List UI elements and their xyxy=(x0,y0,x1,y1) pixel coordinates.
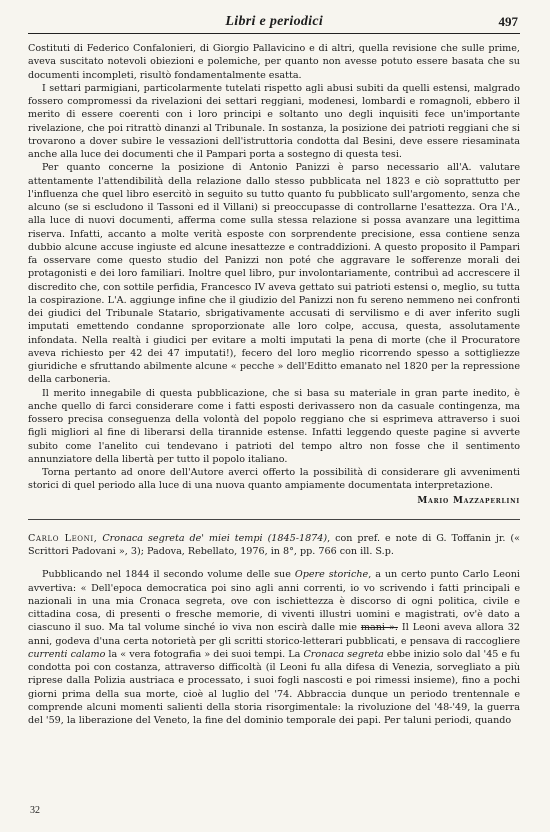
review-paragraph: Torna pertanto ad onore dell'Autore averci offerto la possibilità di considerare gli avvenimenti storici di quel periodo alla luce di una nuova quanto ampiamente documentata interpretazione. xyxy=(28,467,520,492)
text-run: la « vera fotografia » dei suoi tempi. La xyxy=(105,648,304,660)
text-italic: currenti calamo xyxy=(28,648,106,660)
section-divider xyxy=(28,519,520,520)
review-body-2 xyxy=(28,568,520,727)
page-number: 497 xyxy=(498,14,518,29)
review-body xyxy=(28,42,520,508)
entry-details: , con pref. e note di G. Toffanin jr. (« Scrittori Padovani », 3); Padova, Rebellato, 1976, in 8°, pp. 766 con ill. S.p. xyxy=(28,532,520,557)
bibliographic-entry xyxy=(28,532,520,559)
running-title: Libri e periodici xyxy=(225,14,324,29)
review-paragraph: Costituti di Federico Confalonieri, di Giorgio Pallavicino e di altri, quella revisione che sulle prime, aveva suscitato notevoli obiezioni e polemiche, per quanto non avesse potuto essere basata che su documenti incompleti, risultò fondamentalmente esatta. xyxy=(28,43,520,81)
review-paragraph: Il merito innegabile di questa pubblicazione, che si basa su materiale in gran parte inedito, è anche quello di farci considerare come i fatti esposti derivassero non da casuale contingenza, ma fossero precisa conseguenza della volontà del popolo reggiano che si esprimeva attraverso i suoi figli migliori al fine di liberarsi della tirannide estense. Infatti leggendo queste pagine si avverte subito come l'anelito cui tendevano i patrioti del tempo altro non fosse che il sentimento annunziatore della libertà per tutto il popolo italiano. xyxy=(28,387,520,465)
review-paragraph: Per quanto concerne la posizione di Antonio Panizzi è parso necessario all'A. valutare attentamente l'attendibilità della relazione dallo stesso pubblicata nel 1823 e ciò soprattutto per l'influenza che quel libro esercitò in seguito su tutto quanto fu pubblicato sull'argomento, senza che alcuno (se si escludono il Tassoni ed il Villani) si preoccupasse di controllarne l'esattezza. Ora l'A., alla luce di nuovi documenti, afferma come sulla stessa relazione si possa avanzare una legittima riserva. Infatti, accanto a molte verità esposte con sorprendente precisione, essa contiene senza dubbio alcune accuse ingiuste ed alcune inesattezze e contraddizioni. A questo proposito il Pampari fa osservare come questo studio del Panizzi non poté che aggravare le sofferenze morali dei protagonisti e dei loro familiari. Inoltre quel libro, pur involontariamente, contribuì ad accrescere il discredito che, con sottile perfidia, Francesco IV aveva gettato sui patrioti estensi o, meglio, su tutta la cospirazione. L'A. aggiunge infine che il giudizio del Panizzi non fu sereno nemmeno nei confronti dei giudici del Tribunale Statario, sbrigativamente accusati di servilismo e di aver inferito sugli imputati emettendo condanne sproporzionate alle loro colpe, accusa, questa, assolutamente infondata. Nella realtà i giudici per evitare a molti imputati la pena di morte (che il Procuratore aveva richiesto per 42 dei 47 imputati!), fecero del loro meglio ricorrendo spesso a sottigliezze giuridiche e sfruttando abilmente alcune « pecche » dell'Editto emanato nel 1820 per la repressione della carboneria. xyxy=(28,162,520,386)
text-run: Pubblicando nel 1844 il secondo volume delle sue xyxy=(42,569,295,581)
text-struck: mani ». xyxy=(360,622,398,634)
entry-dates: (1845-1874) xyxy=(267,532,328,544)
reviewer-signature: Mario Mazzaperlini xyxy=(417,495,520,506)
text-run: Il Leoni aveva allora 32 anni, godeva d'una certa notorietà per gli scritti storico-letterari pubblicati, e pensava di raccogliere xyxy=(28,622,520,647)
entry-title: Cronaca segreta de' miei tempi xyxy=(102,532,263,544)
review-paragraph: I settari parmigiani, particolarmente tutelati rispetto agli abusi subiti da quelli estensi, malgrado fossero compromessi da rivelazioni dei settari reggiani, modenesi, lombardi e romagnoli, ebbero il merito di essere coerenti con i loro principi e soltanto uno degli inquisiti fece un'importante rivelazione, che poi ritrattò dinanzi al Tribunale. In sostanza, la posizione dei patrioti reggiani che si trovarono a dover subire le vessazioni dell'istruttoria condotta dal Besini, deve essere riesaminata anche alla luce dei documenti che il Pampari porta a sostegno di questa tesi. xyxy=(28,82,520,160)
text-run: ebbe inizio solo dal '45 e fu condotta poi con costanza, attraverso difficoltà (il Leoni fu alla difesa di Venezia, sorvegliato a più riprese dalla Polizia austriaca e processato, i suoi fogli nascosti e poi rimessi insieme), fino a pochi giorni prima della sua morte, cioè al luglio del '74. Abbraccia dunque un periodo trentennale e comprende alcuni momenti salienti della storia risorgimentale: la rivoluzione del '48-'49, la guerra del '59, la liberazione del Veneto, la fine del dominio temporale dei papi. Per taluni periodi, quando xyxy=(28,648,520,726)
review-paragraph xyxy=(28,568,520,727)
folio-number: 32 xyxy=(30,805,40,816)
text-italic: Opere storiche xyxy=(294,569,369,581)
text-run: , a un certo punto Carlo Leoni avvertiva: « Dell'epoca democratica poi sino agli anni correnti, io vo scrivendo i fatti principali e nazionali in una mia Cronaca segreta, ove con ischiettezza è discorso di ogni politica, civile e cittadina cosa, di presenti o fresche memorie, di viventi illustri uomini e magistrati, ov'è dato a ciascuno il suo. Ma tal volume sinché io viva non escirà dalle mie xyxy=(28,569,521,634)
running-head xyxy=(28,10,520,34)
text-italic: Cronaca segreta xyxy=(303,648,384,660)
entry-author: Carlo Leoni, xyxy=(28,532,98,544)
